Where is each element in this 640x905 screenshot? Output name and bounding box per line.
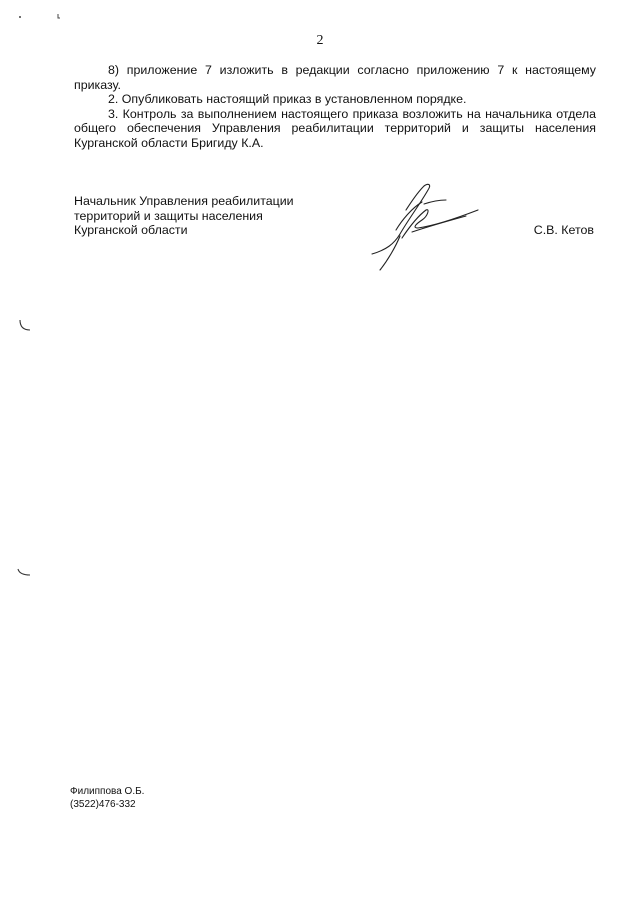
executor-name: Филиппова О.Б. — [70, 786, 145, 797]
body-text — [74, 63, 596, 151]
paragraph-publish: 2. Опубликовать настоящий приказ в установленном порядке. — [108, 92, 467, 107]
signatory-position-line: территорий и защиты населения — [74, 208, 263, 223]
scan-artifact — [18, 318, 38, 338]
signatory-position-line: Курганской области — [74, 223, 188, 238]
signatory-name: С.В. Кетов — [533, 223, 594, 237]
signatory-position-line: Начальник Управления реабилитации — [74, 194, 294, 208]
paragraph-control: 3. Контроль за выполнением настоящего приказа возложить на начальника отдела общего обеспечения Управления реабилитации территорий и защиты населения Курганской области Бригиду К.А. — [74, 106, 596, 150]
executor-phone: (3522)476-332 — [70, 799, 136, 810]
page-number: 2 — [316, 33, 324, 48]
scan-artifact — [16, 566, 36, 580]
executor-info — [70, 785, 144, 811]
handwritten-signature — [366, 180, 486, 272]
signatory-position — [74, 194, 314, 238]
paragraph-item-8: 8) приложение 7 изложить в редакции согласно приложению 7 к настоящему приказу. — [74, 63, 596, 92]
scan-artifact — [16, 10, 76, 24]
